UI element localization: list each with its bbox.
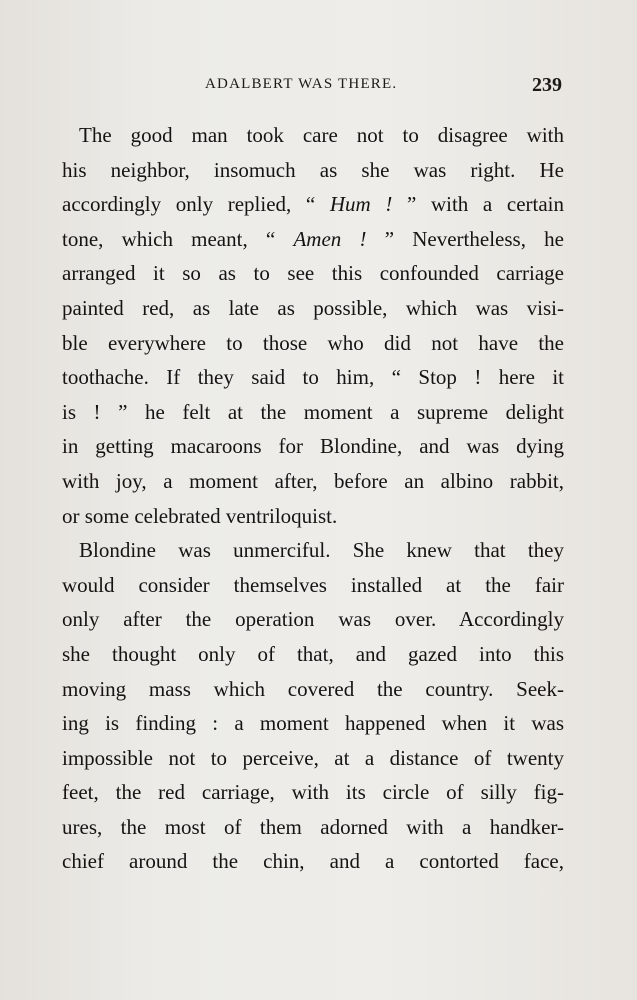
text-line: with joy, a moment after, before an albino rabbit, bbox=[62, 468, 564, 493]
running-head bbox=[0, 76, 637, 100]
text-line: impossible not to perceive, at a distance of twenty bbox=[62, 745, 564, 770]
running-title: ADALBERT WAS THERE. bbox=[205, 76, 398, 92]
text-line: ures, the most of them adorned with a handker- bbox=[62, 814, 564, 839]
text-line: chief around the chin, and a contorted face, bbox=[62, 849, 564, 874]
text-line: would consider themselves installed at the fair bbox=[62, 572, 564, 597]
text-line: his neighbor, insomuch as she was right. He bbox=[62, 157, 564, 182]
text-line: accordingly only replied, “ Hum ! ” with a certain bbox=[62, 192, 565, 217]
text-line: ing is finding : a moment happened when it was bbox=[62, 711, 564, 736]
text-line: in getting macaroons for Blondine, and was dying bbox=[62, 434, 564, 459]
text-line: ble everywhere to those who did not have the bbox=[62, 330, 564, 355]
text-line: painted red, as late as possible, which was visi- bbox=[62, 295, 564, 320]
text-line: moving mass which covered the country. Seek- bbox=[62, 676, 564, 701]
text-line: tone, which meant, “ Amen ! ” Nevertheless, he bbox=[62, 226, 564, 251]
text-line: arranged it so as to see this confounded carriage bbox=[62, 261, 564, 286]
text-line: feet, the red carriage, with its circle of silly fig- bbox=[62, 780, 564, 805]
text-line: only after the operation was over. Accordingly bbox=[62, 607, 564, 632]
text-line: The good man took care not to disagree with bbox=[79, 123, 564, 147]
page-number: 239 bbox=[532, 74, 562, 96]
text-line: is ! ” he felt at the moment a supreme delight bbox=[62, 399, 564, 424]
text-line: toothache. If they said to him, “ Stop ! here it bbox=[62, 365, 564, 390]
text-line: she thought only of that, and gazed into this bbox=[62, 641, 564, 666]
text-line: Blondine was unmerciful. She knew that they bbox=[79, 538, 564, 563]
text-line: or some celebrated ventriloquist. bbox=[62, 503, 338, 528]
body-text bbox=[62, 118, 564, 879]
